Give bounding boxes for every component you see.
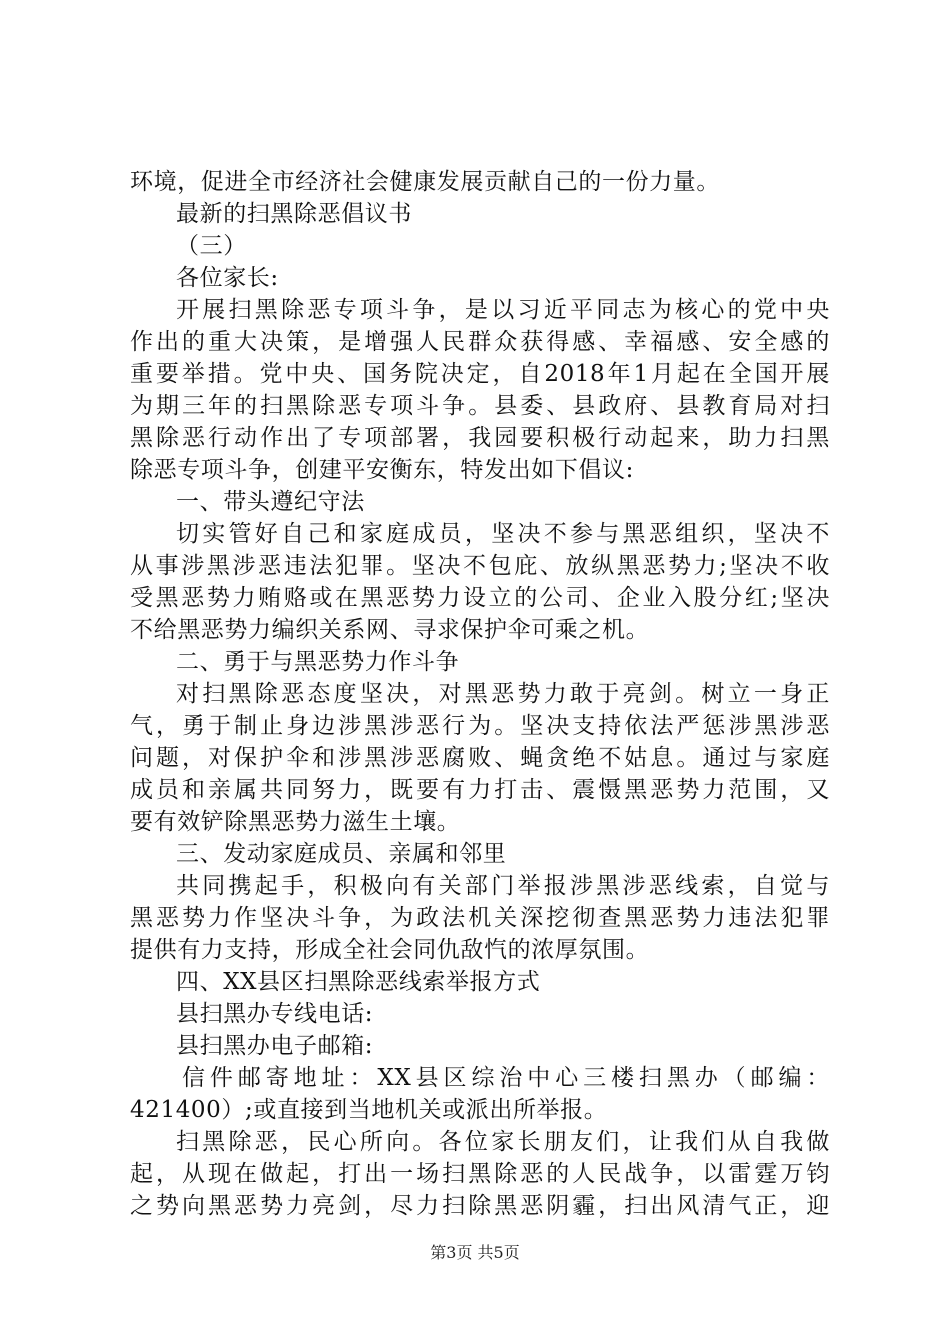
text-line: 环境，促进全市经济社会健康发展贡献自己的一份力量。 bbox=[130, 169, 720, 195]
text-line: 之势向黑恶势力亮剑，尽力扫除黑恶阴霾，扫出风清气正，迎 bbox=[130, 1193, 830, 1219]
text-line: 作出的重大决策，是增强人民群众获得感、幸福感、安全感的 bbox=[130, 329, 830, 355]
text-line: 一、带头遵纪守法 bbox=[176, 489, 365, 515]
text-line: 从事涉黑涉恶违法犯罪。坚决不包庇、放纵黑恶势力;坚决不收 bbox=[130, 553, 830, 579]
text-line: 开展扫黑除恶专项斗争，是以习近平同志为核心的党中央 bbox=[176, 297, 830, 323]
text-line: 黑恶势力作坚决斗争，为政法机关深挖彻查黑恶势力违法犯罪 bbox=[130, 905, 830, 931]
text-line: 县扫黑办专线电话: bbox=[176, 1001, 374, 1027]
text-line: 除恶专项斗争，创建平安衡东，特发出如下倡议: bbox=[130, 457, 634, 483]
text-line: 不给黑恶势力编织关系网、寻求保护伞可乘之机。 bbox=[130, 617, 650, 643]
text-line: 受黑恶势力贿赂或在黑恶势力设立的公司、企业入股分红;坚决 bbox=[130, 585, 830, 611]
text-line: 各位家长: bbox=[176, 265, 279, 291]
text-line: 信件邮寄地址：XX县区综治中心三楼扫黑办（邮编： bbox=[182, 1065, 830, 1091]
document-body bbox=[130, 166, 830, 1222]
text-line: 要有效铲除黑恶势力滋生土壤。 bbox=[130, 809, 461, 835]
text-line: 县扫黑办电子邮箱: bbox=[176, 1033, 374, 1059]
text-line: 气，勇于制止身边涉黑涉恶行为。坚决支持依法严惩涉黑涉恶 bbox=[130, 713, 830, 739]
text-line: 切实管好自己和家庭成员，坚决不参与黑恶组织，坚决不 bbox=[176, 521, 830, 547]
text-line: 421400）;或直接到当地机关或派出所举报。 bbox=[130, 1097, 608, 1123]
text-line: 二、勇于与黑恶势力作斗争 bbox=[176, 649, 460, 675]
page-number: 第3页 共5页 bbox=[430, 1243, 520, 1262]
text-line: 成员和亲属共同努力，既要有力打击、震慑黑恶势力范围，又 bbox=[130, 777, 830, 803]
text-line: 为期三年的扫黑除恶专项斗争。县委、县政府、县教育局对扫 bbox=[130, 393, 830, 419]
text-line: 最新的扫黑除恶倡议书 bbox=[176, 201, 412, 227]
text-line: （三） bbox=[176, 233, 247, 259]
text-line: 黑除恶行动作出了专项部署，我园要积极行动起来，助力扫黑 bbox=[130, 425, 830, 451]
page-footer bbox=[0, 1243, 950, 1263]
text-line: 共同携起手，积极向有关部门举报涉黑涉恶线索，自觉与 bbox=[176, 873, 830, 899]
text-line: 提供有力支持，形成全社会同仇敌忾的浓厚氛围。 bbox=[130, 937, 650, 963]
text-line: 重要举措。党中央、国务院决定，自2018年1月起在全国开展 bbox=[130, 361, 830, 387]
text-line: 扫黑除恶，民心所向。各位家长朋友们，让我们从自我做 bbox=[176, 1129, 830, 1155]
text-line: 起，从现在做起，打出一场扫黑除恶的人民战争，以雷霆万钧 bbox=[130, 1161, 830, 1187]
text-line: 对扫黑除恶态度坚决，对黑恶势力敢于亮剑。树立一身正 bbox=[176, 681, 830, 707]
text-line: 四、XX县区扫黑除恶线索举报方式 bbox=[176, 969, 541, 995]
text-line: 三、发动家庭成员、亲属和邻里 bbox=[176, 841, 507, 867]
text-line: 问题，对保护伞和涉黑涉恶腐败、蝇贪绝不姑息。通过与家庭 bbox=[130, 745, 830, 771]
